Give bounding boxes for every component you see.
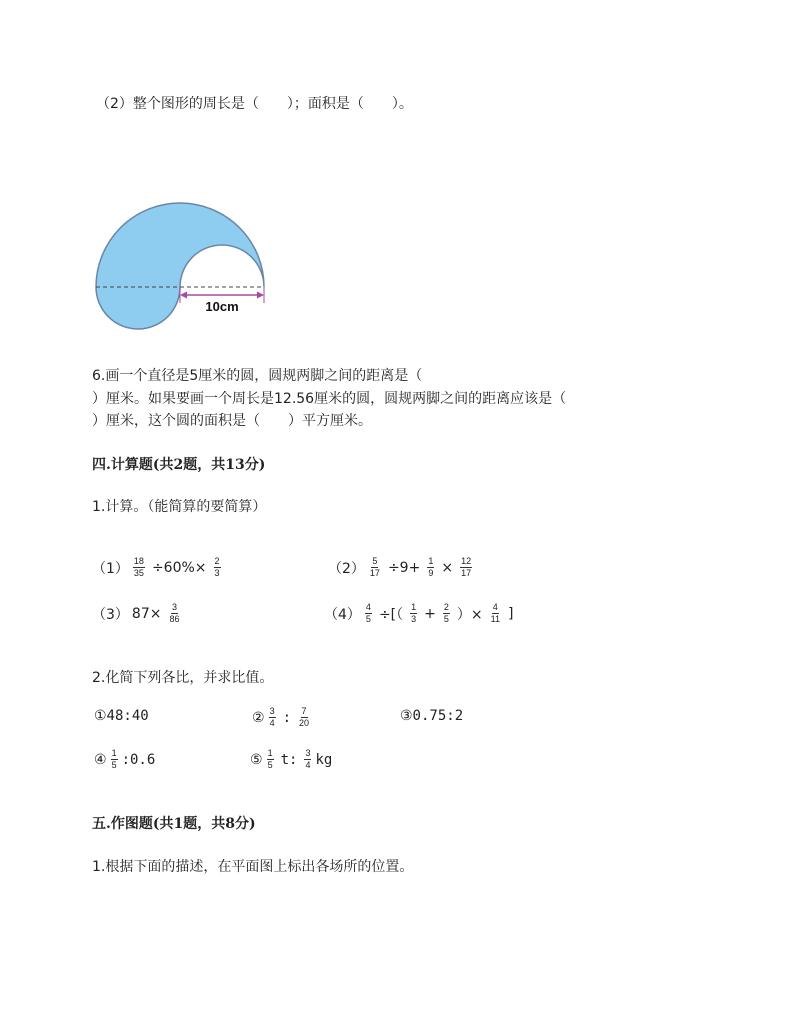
operator-text: ）× xyxy=(456,606,483,623)
calc-2-heading: 2.化简下列各比，并求比值。 xyxy=(92,670,274,686)
operator-text: ÷[（ xyxy=(378,606,404,623)
calc-1-heading: 1.计算。（能简算的要简算） xyxy=(92,499,267,515)
ratio-2 xyxy=(252,706,314,729)
question-6-line-3: ）厘米，这个圆的面积是（ ）平方厘米。 xyxy=(92,413,372,429)
fraction: $\frac{2}{5}$ xyxy=(443,602,449,624)
operator-text: t: xyxy=(280,751,298,768)
fraction: $\frac{1}{5}$ xyxy=(111,748,117,770)
fraction: $\frac{3}{4}$ xyxy=(269,706,275,728)
part-label: （4） xyxy=(324,606,361,623)
operator-text: 87× xyxy=(131,605,162,622)
dimension-label: 10cm xyxy=(205,299,239,314)
calc-1-part-2 xyxy=(328,556,476,579)
question-2-text: （2）整个图形的周长是（ ）；面积是（ ）。 xyxy=(96,96,413,112)
shaded-figure xyxy=(90,195,275,335)
part-label: （1） xyxy=(92,560,129,577)
operator-text: + xyxy=(424,605,436,622)
ratio-3 xyxy=(400,708,463,724)
ratio-5 xyxy=(250,748,332,771)
fraction: $\frac{7}{20}$ xyxy=(299,706,310,728)
operator-text: × xyxy=(441,559,454,576)
fraction: $\frac{18}{35}$ xyxy=(133,556,144,578)
fraction: $\frac{1}{3}$ xyxy=(411,602,417,624)
part-label: （2） xyxy=(328,560,365,577)
fraction: $\frac{5}{17}$ xyxy=(369,556,380,578)
operator-text: ÷60%× xyxy=(151,559,207,576)
ratio-label: ⑤ xyxy=(250,751,263,768)
section-4-title: 四.计算题(共2题，共13分) xyxy=(92,457,266,473)
operator-text: ] xyxy=(507,605,514,622)
fraction: $\frac{1}{5}$ xyxy=(267,748,273,770)
shaded-region xyxy=(96,203,264,329)
fraction: $\frac{12}{17}$ xyxy=(461,556,472,578)
operator-text: ÷9+ xyxy=(387,559,421,576)
question-6-line-2: ）厘米。如果要画一个周长是12.56厘米的圆，圆规两脚之间的距离应该是（ xyxy=(92,391,567,407)
arrowhead-left xyxy=(180,292,187,299)
ratio-tail: :0.6 xyxy=(121,751,156,768)
ratio-text: ③0.75:2 xyxy=(400,708,464,724)
calc-1-part-1 xyxy=(92,556,225,579)
fraction: $\frac{4}{5}$ xyxy=(365,602,371,624)
ratio-1 xyxy=(94,708,149,724)
fraction: $\frac{1}{9}$ xyxy=(428,556,434,578)
arrowhead-right xyxy=(257,292,264,299)
drawing-question-1: 1.根据下面的描述，在平面图上标出各场所的位置。 xyxy=(92,859,414,875)
ratio-label: ④ xyxy=(94,751,107,768)
ratio-label: ② xyxy=(252,709,265,726)
calc-1-part-3 xyxy=(92,602,184,625)
fraction: $\frac{2}{3}$ xyxy=(214,556,220,578)
question-6-line-1: 6.画一个直径是5厘米的圆，圆规两脚之间的距离是（ xyxy=(92,368,423,384)
part-label: （3） xyxy=(92,606,129,623)
unit-text: kg xyxy=(315,751,333,768)
section-5-title: 五.作图题(共1题，共8分) xyxy=(92,816,256,832)
fraction: $\frac{3}{4}$ xyxy=(305,748,311,770)
fraction: $\frac{3}{86}$ xyxy=(169,602,180,624)
calc-1-part-4 xyxy=(324,602,516,625)
fraction: $\frac{4}{11}$ xyxy=(490,602,500,624)
ratio-text: ①48:40 xyxy=(94,708,149,724)
operator-text: : xyxy=(282,709,292,726)
ratio-4 xyxy=(94,748,155,771)
